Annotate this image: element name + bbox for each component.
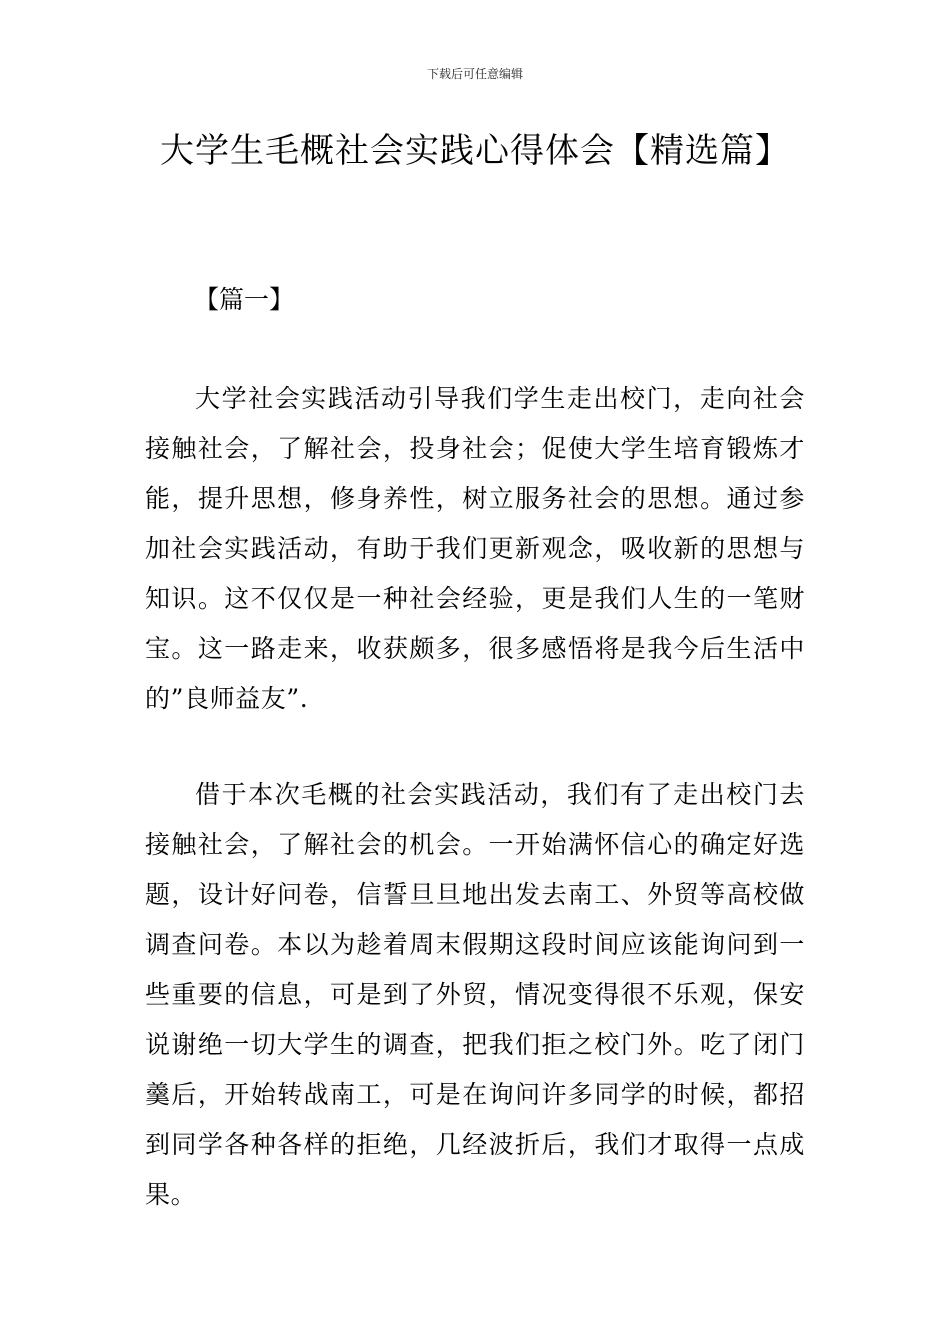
body-paragraph-1: 大学社会实践活动引导我们学生走出校门，走向社会接触社会，了解社会，投身社会；促使大学生培育锻炼才能，提升思想，修身养性，树立服务社会的思想。通过参加社会实践活动，有助于我们更新观念，吸收新的思想与知识。这不仅仅是一种社会经验，更是我们人生的一笔财宝。这一路走来，收获颇多，很多感悟将是我今后生活中的”良师益友”. [145,384,805,713]
section-label: 【篇一】 [194,285,295,314]
body-paragraph-2: 借于本次毛概的社会实践活动，我们有了走出校门去接触社会，了解社会的机会。一开始满怀信心的确定好选题，设计好问卷，信誓旦旦地出发去南工、外贸等高校做调查问卷。本以为趁着周末假期这段时间应该能询问到一些重要的信息，可是到了外贸，情况变得很不乐观，保安说谢绝一切大学生的调查，把我们拒之校门外。吃了闭门羹后，开始转战南工，可是在询问许多同学的时候，都招到同学各种各样的拒绝，几经波折后，我们才取得一点成果。 [145,780,805,1209]
document-title: 大学生毛概社会实践心得体会【精选篇】 [160,131,790,171]
header-note: 下载后可任意编辑 [426,67,523,81]
